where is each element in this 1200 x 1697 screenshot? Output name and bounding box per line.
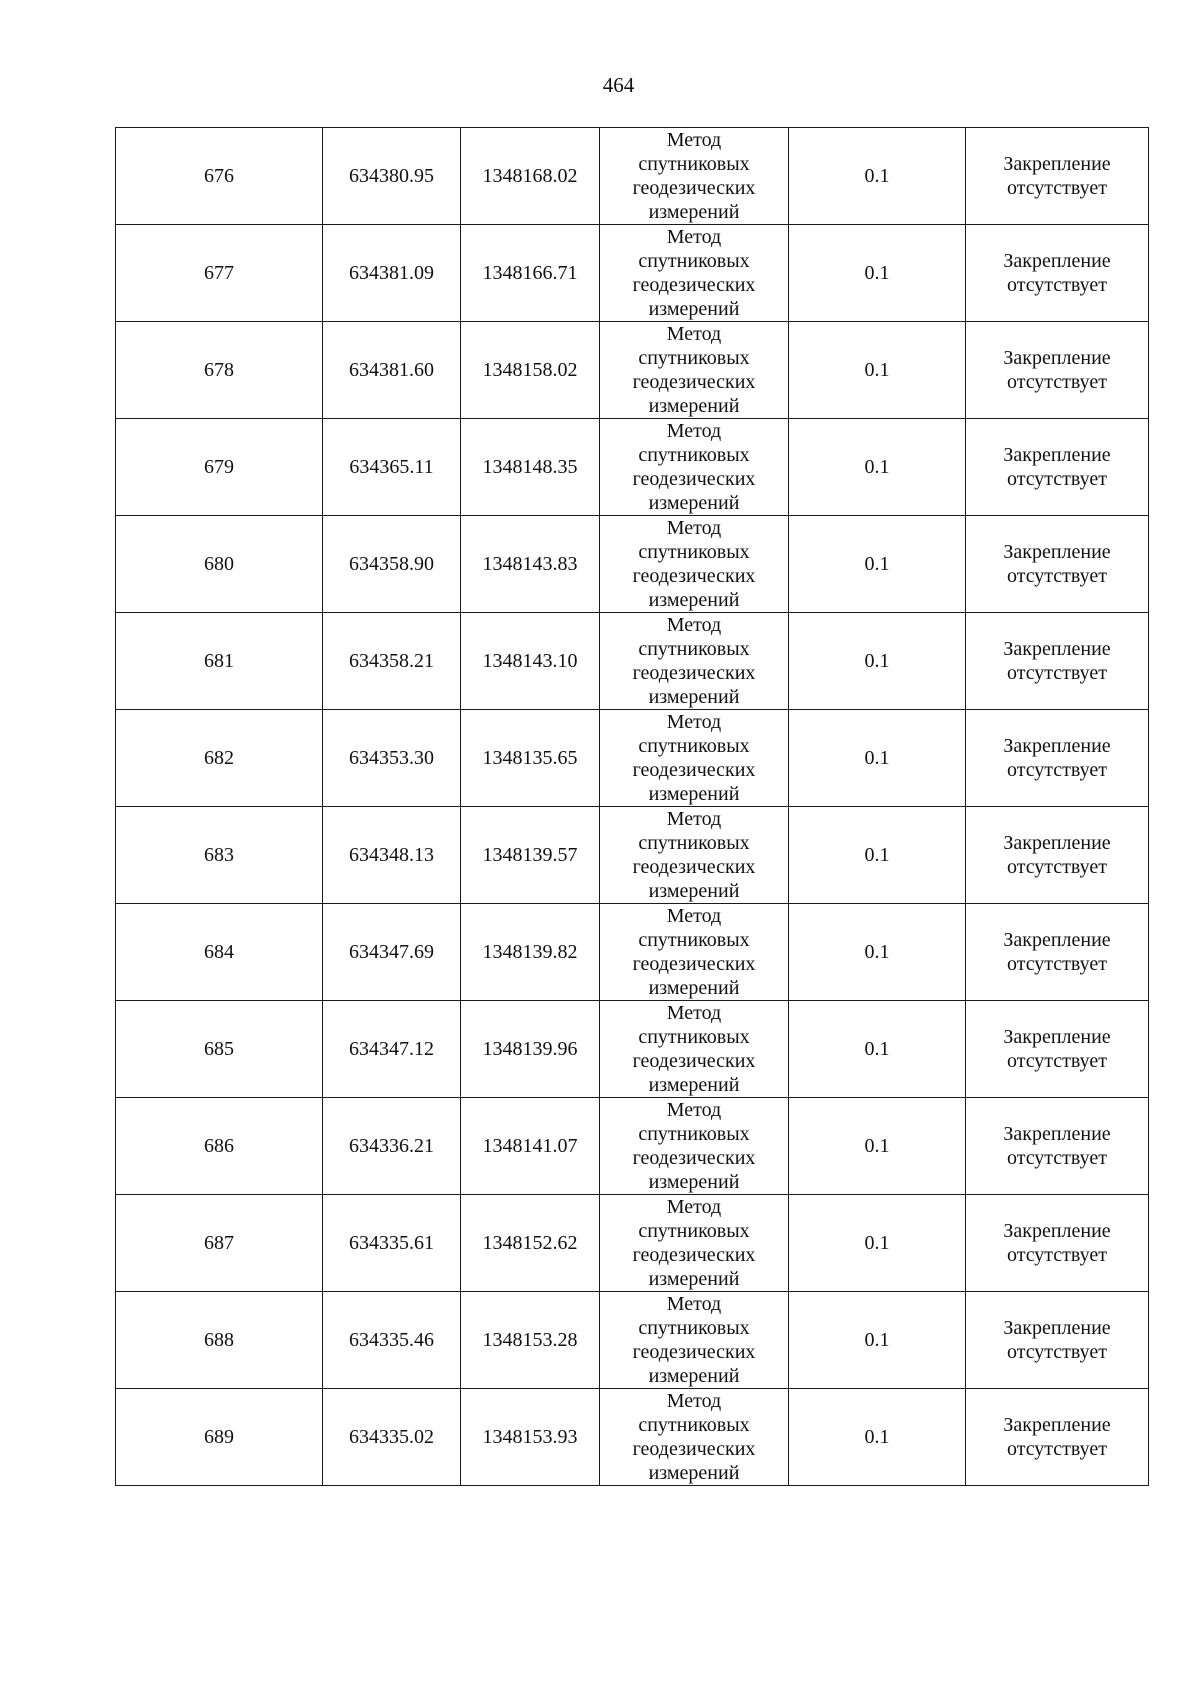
fixing-line: Закрепление <box>1003 444 1111 466</box>
fixing-line: отсутствует <box>1006 177 1108 199</box>
fixing-cell <box>966 419 1149 516</box>
fixing-line: отсутствует <box>1006 371 1108 393</box>
method-line: измерений <box>648 1268 740 1290</box>
method-line: Метод <box>666 1196 722 1218</box>
method-line: Метод <box>666 905 722 927</box>
point-number-cell: 689 <box>116 1389 323 1486</box>
method-cell <box>600 1292 789 1389</box>
method-line: Метод <box>666 614 722 636</box>
method-line: геодезических <box>632 371 756 393</box>
method-line: измерений <box>648 589 740 611</box>
y-coordinate-cell: 1348139.57 <box>461 807 600 904</box>
fixing-cell <box>966 225 1149 322</box>
method-line: геодезических <box>632 1050 756 1072</box>
table-row <box>116 322 1149 419</box>
table-row <box>116 1001 1149 1098</box>
method-line: геодезических <box>632 565 756 587</box>
y-coordinate-cell: 1348158.02 <box>461 322 600 419</box>
fixing-cell <box>966 807 1149 904</box>
y-coordinate-cell: 1348152.62 <box>461 1195 600 1292</box>
point-number-cell: 684 <box>116 904 323 1001</box>
fixing-cell <box>966 1001 1149 1098</box>
fixing-line: отсутствует <box>1006 1244 1108 1266</box>
accuracy-cell: 0.1 <box>789 1098 966 1195</box>
page-number: 464 <box>602 73 635 97</box>
coordinates-table-body <box>116 128 1149 1486</box>
x-coordinate-cell: 634353.30 <box>323 710 461 807</box>
fixing-cell <box>966 1389 1149 1486</box>
method-line: спутниковых <box>638 1123 750 1145</box>
fixing-line: Закрепление <box>1003 1123 1111 1145</box>
fixing-cell <box>966 1292 1149 1389</box>
y-coordinate-cell: 1348143.10 <box>461 613 600 710</box>
fixing-line: Закрепление <box>1003 735 1111 757</box>
x-coordinate-cell: 634348.13 <box>323 807 461 904</box>
method-cell <box>600 807 789 904</box>
y-coordinate-cell: 1348139.96 <box>461 1001 600 1098</box>
fixing-line: отсутствует <box>1006 759 1108 781</box>
x-coordinate-cell: 634358.90 <box>323 516 461 613</box>
method-cell <box>600 1001 789 1098</box>
fixing-cell <box>966 516 1149 613</box>
method-line: геодезических <box>632 177 756 199</box>
method-line: геодезических <box>632 1244 756 1266</box>
fixing-line: Закрепление <box>1003 1026 1111 1048</box>
fixing-line: Закрепление <box>1003 1414 1111 1436</box>
x-coordinate-cell: 634347.12 <box>323 1001 461 1098</box>
table-row <box>116 1292 1149 1389</box>
method-line: Метод <box>666 1099 722 1121</box>
y-coordinate-cell: 1348135.65 <box>461 710 600 807</box>
method-line: геодезических <box>632 662 756 684</box>
method-line: измерений <box>648 492 740 514</box>
method-line: геодезических <box>632 1341 756 1363</box>
method-cell <box>600 904 789 1001</box>
fixing-line: отсутствует <box>1006 1438 1108 1460</box>
x-coordinate-cell: 634335.02 <box>323 1389 461 1486</box>
method-line: Метод <box>666 129 722 151</box>
fixing-line: Закрепление <box>1003 832 1111 854</box>
method-line: спутниковых <box>638 1317 750 1339</box>
point-number-cell: 687 <box>116 1195 323 1292</box>
method-cell <box>600 1195 789 1292</box>
method-line: Метод <box>666 711 722 733</box>
fixing-line: отсутствует <box>1006 1050 1108 1072</box>
point-number-cell: 688 <box>116 1292 323 1389</box>
method-cell <box>600 1389 789 1486</box>
method-line: измерений <box>648 1171 740 1193</box>
accuracy-cell: 0.1 <box>789 710 966 807</box>
y-coordinate-cell: 1348148.35 <box>461 419 600 516</box>
y-coordinate-cell: 1348168.02 <box>461 128 600 225</box>
method-line: геодезических <box>632 1438 756 1460</box>
method-line: спутниковых <box>638 153 750 175</box>
method-line: измерений <box>648 395 740 417</box>
fixing-line: отсутствует <box>1006 565 1108 587</box>
table-row <box>116 710 1149 807</box>
fixing-line: отсутствует <box>1006 1341 1108 1363</box>
x-coordinate-cell: 634335.46 <box>323 1292 461 1389</box>
method-line: Метод <box>666 1293 722 1315</box>
method-cell <box>600 613 789 710</box>
method-line: спутниковых <box>638 541 750 563</box>
y-coordinate-cell: 1348141.07 <box>461 1098 600 1195</box>
method-cell <box>600 419 789 516</box>
method-line: измерений <box>648 1462 740 1484</box>
method-line: спутниковых <box>638 444 750 466</box>
method-line: измерений <box>648 1074 740 1096</box>
accuracy-cell: 0.1 <box>789 613 966 710</box>
point-number-cell: 681 <box>116 613 323 710</box>
y-coordinate-cell: 1348143.83 <box>461 516 600 613</box>
fixing-cell <box>966 1195 1149 1292</box>
method-line: измерений <box>648 686 740 708</box>
method-cell <box>600 322 789 419</box>
y-coordinate-cell: 1348153.93 <box>461 1389 600 1486</box>
point-number-cell: 678 <box>116 322 323 419</box>
method-line: геодезических <box>632 759 756 781</box>
method-cell <box>600 1098 789 1195</box>
accuracy-cell: 0.1 <box>789 1292 966 1389</box>
method-line: спутниковых <box>638 1026 750 1048</box>
method-cell <box>600 710 789 807</box>
method-line: Метод <box>666 1002 722 1024</box>
method-line: Метод <box>666 420 722 442</box>
fixing-line: Закрепление <box>1003 638 1111 660</box>
fixing-cell <box>966 613 1149 710</box>
method-line: Метод <box>666 323 722 345</box>
x-coordinate-cell: 634381.60 <box>323 322 461 419</box>
method-cell <box>600 128 789 225</box>
method-line: спутниковых <box>638 929 750 951</box>
fixing-line: отсутствует <box>1006 662 1108 684</box>
method-line: Метод <box>666 1390 722 1412</box>
x-coordinate-cell: 634381.09 <box>323 225 461 322</box>
fixing-cell <box>966 128 1149 225</box>
fixing-line: Закрепление <box>1003 250 1111 272</box>
fixing-cell <box>966 322 1149 419</box>
y-coordinate-cell: 1348166.71 <box>461 225 600 322</box>
accuracy-cell: 0.1 <box>789 1195 966 1292</box>
method-line: Метод <box>666 517 722 539</box>
fixing-cell <box>966 1098 1149 1195</box>
method-line: спутниковых <box>638 1220 750 1242</box>
table-row <box>116 1098 1149 1195</box>
table-row <box>116 1195 1149 1292</box>
table-row <box>116 807 1149 904</box>
method-line: измерений <box>648 201 740 223</box>
accuracy-cell: 0.1 <box>789 807 966 904</box>
y-coordinate-cell: 1348139.82 <box>461 904 600 1001</box>
point-number-cell: 682 <box>116 710 323 807</box>
method-line: геодезических <box>632 274 756 296</box>
point-number-cell: 686 <box>116 1098 323 1195</box>
accuracy-cell: 0.1 <box>789 1001 966 1098</box>
x-coordinate-cell: 634358.21 <box>323 613 461 710</box>
method-line: спутниковых <box>638 638 750 660</box>
fixing-line: Закрепление <box>1003 1317 1111 1339</box>
fixing-line: отсутствует <box>1006 468 1108 490</box>
accuracy-cell: 0.1 <box>789 516 966 613</box>
method-cell <box>600 516 789 613</box>
point-number-cell: 676 <box>116 128 323 225</box>
method-line: измерений <box>648 783 740 805</box>
method-line: спутниковых <box>638 1414 750 1436</box>
table-row <box>116 904 1149 1001</box>
fixing-line: Закрепление <box>1003 541 1111 563</box>
accuracy-cell: 0.1 <box>789 128 966 225</box>
accuracy-cell: 0.1 <box>789 419 966 516</box>
accuracy-cell: 0.1 <box>789 1389 966 1486</box>
x-coordinate-cell: 634335.61 <box>323 1195 461 1292</box>
fixing-line: Закрепление <box>1003 153 1111 175</box>
method-line: спутниковых <box>638 347 750 369</box>
method-line: измерений <box>648 1365 740 1387</box>
fixing-cell <box>966 710 1149 807</box>
method-line: геодезических <box>632 468 756 490</box>
fixing-line: отсутствует <box>1006 856 1108 878</box>
fixing-cell <box>966 904 1149 1001</box>
fixing-line: Закрепление <box>1003 1220 1111 1242</box>
accuracy-cell: 0.1 <box>789 904 966 1001</box>
point-number-cell: 677 <box>116 225 323 322</box>
x-coordinate-cell: 634347.69 <box>323 904 461 1001</box>
x-coordinate-cell: 634365.11 <box>323 419 461 516</box>
fixing-line: отсутствует <box>1006 953 1108 975</box>
point-number-cell: 679 <box>116 419 323 516</box>
fixing-line: Закрепление <box>1003 347 1111 369</box>
point-number-cell: 683 <box>116 807 323 904</box>
method-line: измерений <box>648 880 740 902</box>
table-row <box>116 225 1149 322</box>
x-coordinate-cell: 634336.21 <box>323 1098 461 1195</box>
x-coordinate-cell: 634380.95 <box>323 128 461 225</box>
method-line: спутниковых <box>638 735 750 757</box>
table-row <box>116 419 1149 516</box>
point-number-cell: 685 <box>116 1001 323 1098</box>
method-line: геодезических <box>632 1147 756 1169</box>
accuracy-cell: 0.1 <box>789 322 966 419</box>
fixing-line: отсутствует <box>1006 1147 1108 1169</box>
accuracy-cell: 0.1 <box>789 225 966 322</box>
method-line: геодезических <box>632 856 756 878</box>
method-line: Метод <box>666 808 722 830</box>
method-line: Метод <box>666 226 722 248</box>
coordinates-table <box>115 127 1149 1486</box>
point-number-cell: 680 <box>116 516 323 613</box>
table-row <box>116 613 1149 710</box>
fixing-line: Закрепление <box>1003 929 1111 951</box>
table-row <box>116 516 1149 613</box>
y-coordinate-cell: 1348153.28 <box>461 1292 600 1389</box>
fixing-line: отсутствует <box>1006 274 1108 296</box>
method-cell <box>600 225 789 322</box>
method-line: геодезических <box>632 953 756 975</box>
method-line: измерений <box>648 977 740 999</box>
method-line: спутниковых <box>638 250 750 272</box>
method-line: измерений <box>648 298 740 320</box>
table-row <box>116 1389 1149 1486</box>
method-line: спутниковых <box>638 832 750 854</box>
table-row <box>116 128 1149 225</box>
